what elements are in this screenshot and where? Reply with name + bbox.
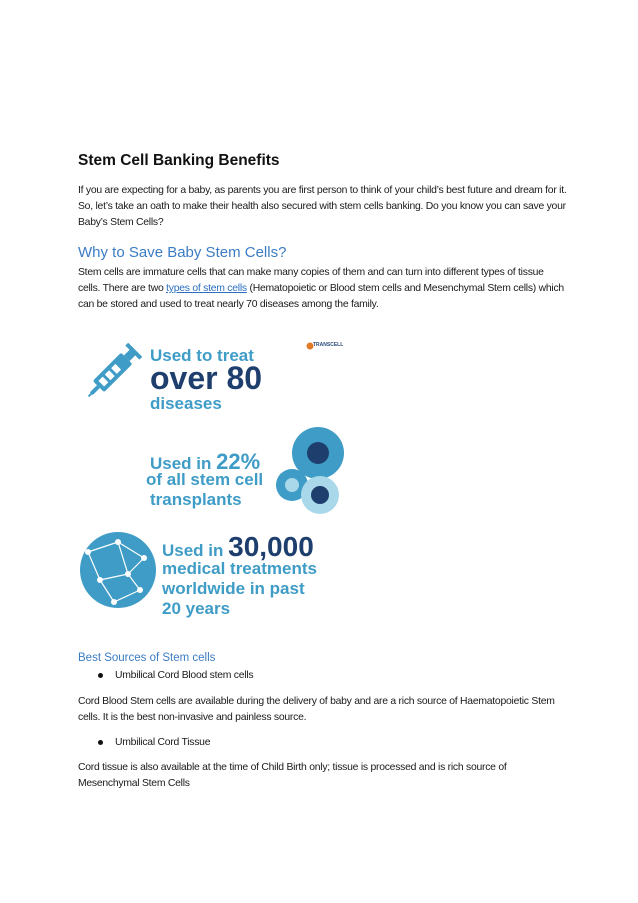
cells-icon: [274, 407, 344, 517]
stem-cell-infographic: [78, 335, 340, 625]
transcell-logo: [306, 339, 344, 353]
cord-blood-paragraph: Cord Blood Stem cells are available during the delivery of baby and are a rich source of Haematopoietic Stem cells. It is the best non-invasive and painless source.: [78, 696, 555, 723]
stat3-used-in: Used in: [162, 541, 229, 560]
paragraph-text-start: Stem cells are immature cells that can make many copies of them and can turn into different types of tissue cells. There are two: [78, 267, 544, 294]
syringe-icon: [78, 335, 150, 407]
intro-paragraph: If you are expecting for a baby, as parents you are first person to think of your child’s best future and dream for it. So, let’s take an oath to make their health also secured with stem cells banking. Do you know you can save your Baby’s Stem Cells?: [78, 185, 567, 228]
stat1-line2: over 80: [150, 360, 263, 396]
section-heading-why: Why to Save Baby Stem Cells?: [78, 244, 287, 261]
stat1-line3: diseases: [150, 394, 222, 413]
list-item-label: Umbilical Cord Tissue: [115, 737, 211, 748]
stat2-line3: transplants: [150, 490, 242, 509]
types-of-stem-cells-link[interactable]: types of stem cells: [166, 283, 247, 294]
stat1-line1: Used to treat: [150, 346, 254, 365]
logo-text: TRANSCELL: [313, 342, 344, 348]
list-item-label: Umbilical Cord Blood stem cells: [115, 670, 254, 681]
list-item-cord-tissue: [98, 737, 210, 748]
globe-icon: [78, 530, 158, 610]
bullet-icon: [98, 740, 103, 745]
list-item-cord-blood: [98, 670, 253, 681]
stat3-line4: 20 years: [162, 599, 231, 618]
stat3-line2: medical treatments: [162, 559, 317, 578]
paragraph-text-end: (Hematopoietic or Blood stem cells and Mesenchymal Stem cells) which can be stored and used to treat nearly 70 diseases among the family.: [78, 283, 564, 310]
stat2-percent: 22%: [216, 449, 261, 474]
bullet-icon: [98, 673, 103, 678]
stat2-used-in: Used in: [150, 454, 217, 473]
stat3-number: 30,000: [228, 531, 314, 562]
stem-cells-paragraph: [78, 265, 568, 313]
cord-tissue-paragraph: Cord tissue is also available at the time of Child Birth only; tissue is processed and is rich source of Mesenchymal Stem Cells: [78, 762, 507, 789]
page-title: Stem Cell Banking Benefits: [78, 152, 280, 169]
stat2-line2: of all stem cell: [146, 470, 264, 489]
section-heading-sources: Best Sources of Stem cells: [78, 652, 216, 664]
stat3-line3: worldwide in past: [162, 579, 305, 598]
